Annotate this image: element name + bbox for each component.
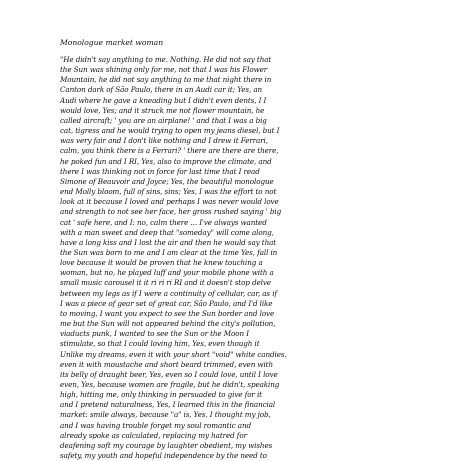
- text-line: between my legs as if I were a continuity of cellular, car, as if: [60, 288, 277, 298]
- text-line: "He didn't say anything to me. Nothing. He did not say that: [60, 55, 272, 64]
- text-line: calm, you think there is a Ferrari? ' there are there are there,: [60, 146, 279, 156]
- text-line: Audi where he gave a kneading but I didn't even dents, I I: [60, 95, 267, 105]
- text-line: end Molly bloom, full of sins, sins; Yes, I was the effort to not: [60, 187, 277, 197]
- document-title: Monologue market woman: [60, 38, 164, 47]
- text-line: I was a piece of gear set of great car, São Paulo, and I'd like: [60, 298, 273, 308]
- text-line: would love, Yes; and it struck me not flower mountain, he: [60, 105, 265, 115]
- text-line: and I pretend naturalness, Yes, I learned this in the financial: [60, 400, 276, 410]
- text-line: Mountain, he did not say anything to me that night there in: [60, 75, 272, 85]
- monologue-text: [60, 55, 395, 461]
- text-line: deafening soft my courage by laughter obedient, my wishes: [60, 440, 273, 450]
- text-line: already spoke as calculated, replacing my hatred for: [60, 430, 247, 440]
- text-line: the Sun was shining only for me, not that I was his Flower: [60, 65, 268, 75]
- text-line: me but the Sun will not appeared behind the city's pollution,: [60, 319, 276, 329]
- text-line: market: smile always, because "a" is, Yes, I thought my job,: [60, 410, 271, 420]
- text-line: woman, but no, he played luff and your mobile phone with a: [60, 268, 274, 278]
- text-line: cat, tigress and he would trying to open my jeans diesel, but I: [60, 126, 280, 136]
- text-line: its belly of draught beer, Yes, even so I could love, until I love: [60, 369, 278, 379]
- text-line: was very fair and I don't like nothing and I drew it Ferrari,: [60, 136, 268, 146]
- text-line: to moving, I want you expect to see the Sun border and love: [60, 308, 275, 318]
- text-line: and strength to not see her face, her gross rushed saying ' big: [60, 207, 282, 217]
- text-line: Unlike my dreams, even it with your short "void" white candies,: [60, 349, 287, 359]
- text-line: high, hitting me, only thinking in persuaded to give for it: [60, 390, 262, 400]
- text-line: have a long kiss and I lost the air and then he would say that: [60, 237, 277, 247]
- text-line: he poked fun and I RI, Yes, also to improve the climate, and: [60, 156, 272, 166]
- text-line: Simone of Beauvoir and Joyce; Yes, the beautiful monologue: [60, 176, 274, 186]
- text-line: called aircraft; ' you are an airplane! ' and that I was a big: [60, 115, 267, 125]
- text-line: small music carousel it it ri ri ri RI and it doesn't stop delve: [60, 278, 271, 288]
- text-line: love because it would be proven that he knew touching a: [60, 258, 263, 268]
- text-line: and I was having trouble forget my soul romantic and: [60, 420, 251, 430]
- text-line: viaducts punk, I wanted to see the Sun or the Moon I: [60, 329, 249, 339]
- text-line: with a man sweet and deep that "someday" will come along,: [60, 227, 274, 237]
- text-line: even, Yes, because women are fragile, but he didn't, speaking: [60, 380, 280, 389]
- text-line: look at it because I loved and perhaps I was never would love: [60, 197, 279, 207]
- text-line: the Sun was born to me and I am clear at the time Yes, fall in: [60, 247, 278, 257]
- text-line: cat ' safe here, and I: no, calm there ... I've always wanted: [60, 217, 267, 227]
- text-line: there I was thinking not in force for last time that I read: [60, 166, 260, 176]
- text-line: Canton dark of São Paulo, there in an Audi car it; Yes, an: [60, 85, 263, 95]
- text-line: even it with moustache and short beard trimmed, even with: [60, 359, 273, 369]
- text-line: safety, my youth and hopeful independence by the need to: [60, 451, 267, 461]
- text-line: stimulate, so that I could loving him, Yes, even though it: [60, 339, 260, 349]
